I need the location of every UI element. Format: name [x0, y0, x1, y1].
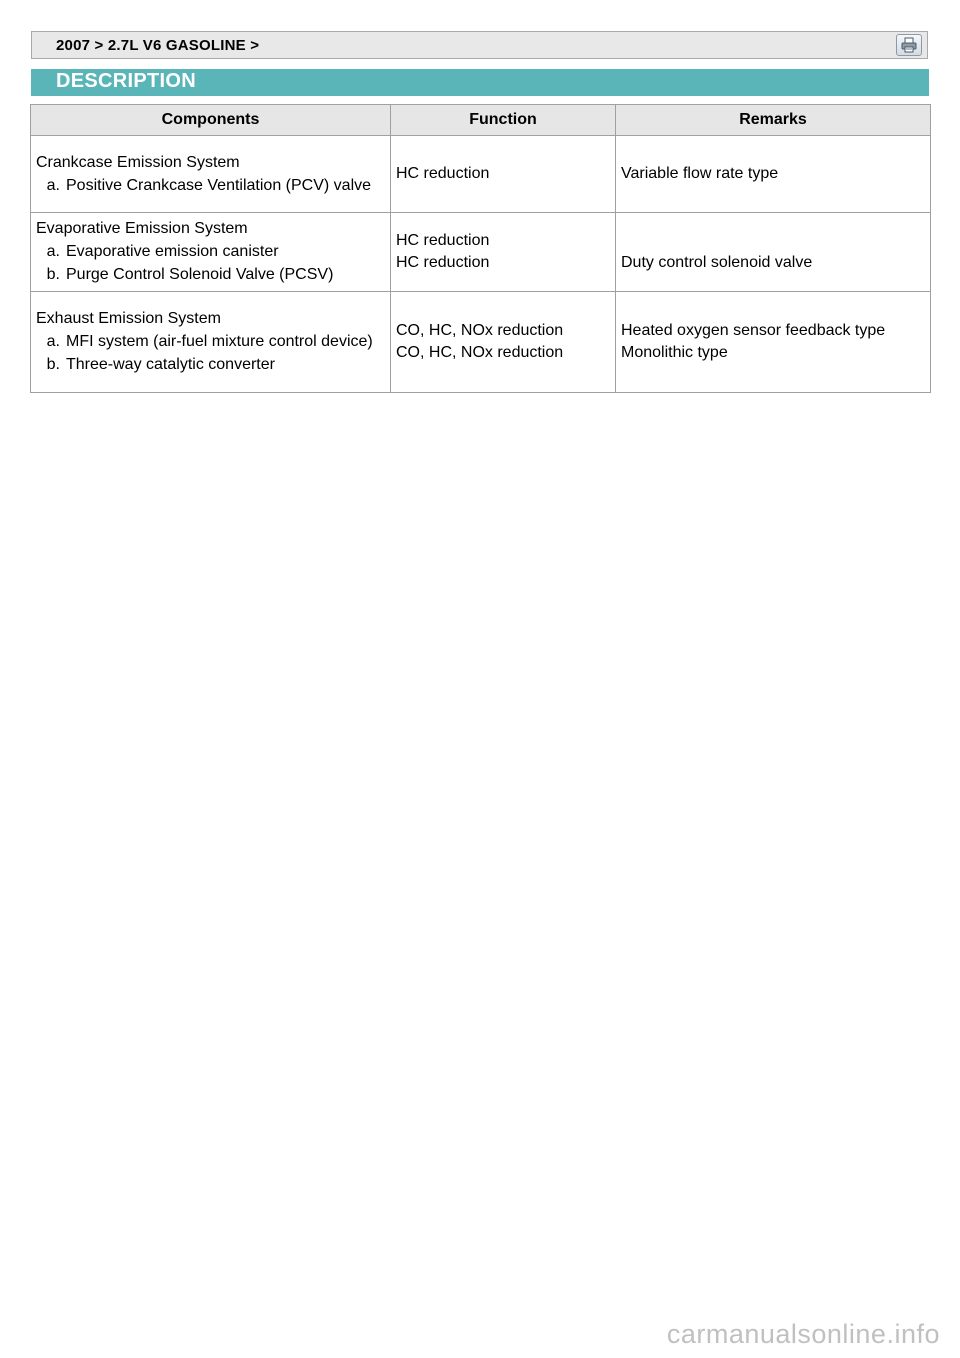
breadcrumb-text: 2007 > 2.7L V6 GASOLINE >: [56, 37, 260, 54]
component-item: [36, 354, 385, 376]
item-letter: a.: [46, 176, 60, 194]
component-cell: [31, 136, 391, 213]
column-header-function: Function: [391, 105, 616, 136]
table-row: [31, 292, 931, 393]
component-cell: [31, 213, 391, 292]
function-text: CO, HC, NOx reduction: [396, 322, 564, 339]
remarks-cell: [616, 292, 931, 393]
item-text: MFI system (air-fuel mixture control device): [66, 333, 373, 350]
function-cell: [391, 292, 616, 393]
remarks-text: [621, 230, 925, 252]
component-title: Evaporative Emission System: [36, 220, 248, 237]
item-letter: b.: [46, 356, 60, 373]
component-item: [36, 175, 385, 197]
function-text: HC reduction: [396, 232, 490, 249]
component-item: [36, 331, 385, 353]
function-cell: [391, 213, 616, 292]
component-title: Exhaust Emission System: [36, 310, 221, 327]
item-text: Positive Crankcase Ventilation (PCV) valve: [66, 176, 372, 194]
printer-icon: [901, 37, 917, 53]
function-text: CO, HC, NOx reduction: [396, 344, 564, 361]
remarks-text: Heated oxygen sensor feedback type: [621, 322, 886, 339]
section-title-bar: [31, 69, 929, 96]
section-title: DESCRIPTION: [56, 70, 196, 92]
item-letter: a.: [46, 333, 60, 350]
component-item: [36, 241, 385, 263]
emission-table: [30, 104, 931, 393]
print-button[interactable]: [896, 34, 922, 56]
item-text: Evaporative emission canister: [66, 243, 279, 260]
function-text: HC reduction: [396, 254, 490, 271]
remarks-text: Variable flow rate type: [621, 165, 779, 182]
function-cell: [391, 136, 616, 213]
remarks-text: Monolithic type: [621, 344, 728, 361]
item-letter: b.: [46, 266, 60, 283]
item-letter: a.: [46, 243, 60, 260]
table-row: [31, 213, 931, 292]
column-header-components: Components: [31, 105, 391, 136]
component-item: [36, 264, 385, 286]
breadcrumb: [31, 31, 928, 59]
item-text: Purge Control Solenoid Valve (PCSV): [66, 266, 334, 283]
table-row: [31, 136, 931, 213]
item-text: Three-way catalytic converter: [66, 356, 275, 373]
column-header-remarks: Remarks: [616, 105, 931, 136]
table-header-row: [31, 105, 931, 136]
remarks-cell: [616, 136, 931, 213]
watermark: carmanualsonline.info: [666, 1319, 940, 1349]
function-text: HC reduction: [396, 165, 490, 182]
component-cell: [31, 292, 391, 393]
component-title: Crankcase Emission System: [36, 153, 240, 171]
remarks-cell: [616, 213, 931, 292]
remarks-text: Duty control solenoid valve: [621, 254, 813, 271]
